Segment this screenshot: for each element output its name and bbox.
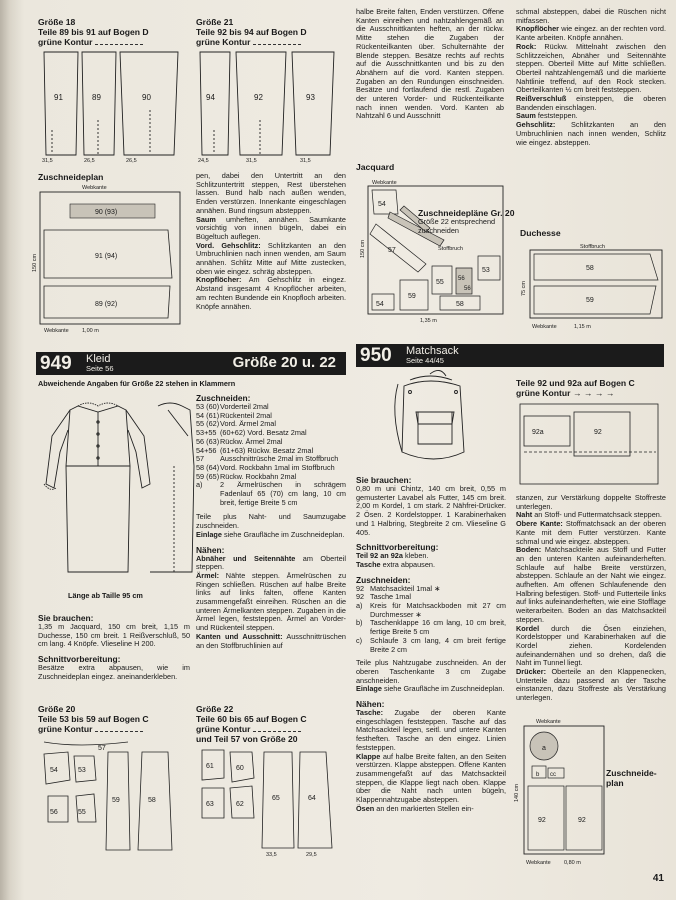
ms-zp-title: Zuschneide-plan (606, 768, 657, 788)
t92-pattern-pieces (516, 402, 666, 488)
col2-text (196, 172, 346, 311)
kleid-abweichend: Abweichende Angaben für Größe 22 stehen in Klammern (38, 379, 236, 388)
jacquard-piece-9: 56 (464, 286, 471, 292)
ms-zp-piece-a: a (542, 745, 546, 752)
duchesse-diagram (520, 240, 670, 332)
duchesse-stoffbruch: Stoffbruch (580, 244, 605, 250)
g21-piece-2: 92 (254, 93, 263, 102)
model-page-949: Seite 56 (86, 364, 114, 373)
jacquard-label: Jacquard (356, 162, 395, 172)
col4-saum-text: feststeppen. (535, 111, 578, 121)
t92-sheet: Teile 92 und 92a auf Bogen C (516, 378, 635, 388)
kleid-schnitt-text: Besätze extra abpausen, wie im Zuschneideplan eingez. aneinanderkleben. (38, 663, 190, 681)
g22-title: Größe 22 (196, 704, 234, 714)
col2-saum-heading: Saum (196, 214, 216, 224)
ms-schnitt-bold: Teil 92 an 92a (356, 551, 403, 561)
g18-piece-1: 91 (54, 93, 63, 102)
ms-boden-text: Matchsackteile aus Stoff und Futter an den unteren Kanten aufeinanderheften. Schlaufe auf halbe Breite verstürzen, absteppen. Schlaufe an der Naht wie eingez. aufheften. Am offenen Schlaufenende den Halbring befestigen. Stoff- und Futterteile links auf links aufeinanderheften, wie eine Stofflage weiterarbeiten. Boden an das Matchsackteil steppen. (516, 545, 666, 624)
ms-obere-text: Stoffmatchsack an der oberen Kante mit dem Futter verstürzen. Kante schmal und wie eingez. absteppen. (516, 519, 666, 546)
kleid-abnaeher-heading: Abnäher und Seitennähte (196, 553, 296, 563)
ms-oesen-heading: Ösen (356, 803, 375, 813)
ms-zuschneiden-heading: Zuschneiden: (356, 574, 411, 585)
g20-title: Größe 20 (38, 704, 76, 714)
col2-knopf-heading: Knopflöcher: (196, 275, 242, 285)
banner-950 (356, 344, 664, 367)
matchsack-left-text (356, 470, 506, 814)
cut-row: 57 Ausschnittrüsche 2mal im Stoffbruch (196, 454, 339, 464)
g22-dim-2: 29,5 (306, 852, 317, 858)
g22-sheet: Teile 60 bis 65 auf Bogen C (196, 714, 307, 724)
model-number-950: 950 (360, 345, 392, 366)
col4-para-1: schmal absteppen, dabei die Rüschen nicht mitfassen. (516, 7, 666, 25)
page-number: 41 (652, 873, 664, 884)
jacquard-piece-3: 55 (436, 279, 444, 286)
jacquard-length: 1,35 m (420, 318, 437, 324)
kleid-cut-list (196, 403, 346, 507)
g20-piece-54: 54 (50, 767, 58, 774)
col2-vord-heading: Vord. Gehschlitz: (196, 240, 261, 250)
ms-druecker-text: Oberteile an den Klappenecken, Unterteile dazu passend an der Tasche einstanzen, dazu Stoffreste als Verstärkung unterlegen. (516, 667, 666, 703)
g22-dim-1: 33,5 (266, 852, 277, 858)
t92-piece-92: 92 (594, 429, 602, 436)
ms-naehen-heading: Nähen: (356, 699, 385, 710)
ms-zp-piece-92-1: 92 (538, 817, 546, 824)
col4-text (516, 8, 666, 147)
g18-dim-2: 26,5 (84, 158, 95, 164)
jacquard-width: 150 cm (360, 239, 366, 258)
kleid-schnitt-heading: Schnittvorbereitung: (38, 654, 121, 665)
g20-piece-58: 58 (148, 797, 156, 804)
jacquard-piece-5: 53 (482, 267, 490, 274)
kleid-abnaeher-text: am Oberteil steppen. (196, 553, 346, 572)
jacquard-stoffbruch: Stoffbruch (438, 246, 463, 252)
g20-piece-55: 55 (78, 809, 86, 816)
kleid-kanten-text: Ausschnittrüschen an den Stoffbruchlinien auf (196, 631, 346, 650)
cut-row: b) Taschenklappe 16 cm lang, 10 cm breit, fertige Breite 5 cm (356, 618, 506, 637)
g21-sheet: Teile 92 bis 94 auf Bogen D (196, 27, 307, 37)
g22-piece-60: 60 (236, 765, 244, 772)
g22-extra: und Teil 57 von Größe 20 (196, 734, 298, 744)
g18-contour: grüne Kontur (38, 37, 93, 47)
ms-einlage-heading: Einlage (356, 684, 382, 694)
cut-row: 54 (61) Rückenteil 2mal (196, 410, 272, 420)
g22-piece-65: 65 (272, 795, 280, 802)
g21-heading (196, 17, 356, 47)
model-name-950: Matchsack (406, 345, 459, 357)
ms-einlage-text: siehe Graufläche im Zuschneideplan. (381, 684, 505, 694)
ms-zp-piece-cc: cc (550, 772, 556, 778)
ms-naht-heading: Naht (516, 510, 533, 520)
col3-para-kanten: halbe Breite falten, Enden verstürzen. Offene Kanten einreihen und nahtzahlengemäß an die Ausschnittkanten heften, an der rückw. Mitte stehen die Zugaben der Rückenteilkanten über. Schulternähte der Blende steppen. Besätze rechts auf rechts auf die Ausschnittkanten und bis zu den Abnähern auf die vord. Kanten steppen. Zugaben an den Rundungen einschneiden. Besätze und fortlaufend die restl. Zugaben der unteren Vorder- und Rückenteilkante nach innen wenden. Vord. Kanten ab Nahtzahl 6 und Ausschnitt (356, 7, 504, 121)
g18-piece-3: 90 (142, 93, 151, 102)
kleid-einlage-heading: Einlage (196, 529, 222, 539)
g21-title: Größe 21 (196, 17, 234, 27)
col3-text (356, 8, 504, 121)
cut-row: 58 (64) Vord. Rockbahn 1mal im Stoffbruch (196, 462, 335, 472)
banner-949 (36, 352, 346, 375)
g20-pattern-pieces (38, 738, 188, 858)
g21-pattern-pieces (196, 50, 346, 164)
col2-knopf-text: Am Gehschlitz in eingez. Abstand insgesamt 4 Knopflöcher arbeiten, am rechten Bundende ein Knopfloch arbeiten. Knöpfe annähen. (196, 275, 346, 311)
jacquard-piece-4: 56 (458, 276, 465, 282)
cut-row: 56 (63) Rückw. Ärmel 2mal (196, 436, 283, 446)
g18-piece-2: 89 (92, 93, 101, 102)
col4-rock-heading: Rock: (516, 41, 537, 51)
g18-dim-1: 31,5 (42, 158, 53, 164)
g21-piece-1: 94 (206, 93, 215, 102)
g20-heading (38, 704, 198, 734)
g18-heading (38, 17, 198, 47)
ms-kordel-text: durch die Ösen einziehen, Kordelstopper und Karabinerhaken auf die Kordel ziehen. Kordelenden aufeinandernähen und so drehen, daß die Naht im Tunnel liegt. (516, 623, 666, 668)
jacquard-piece-1: 54 (378, 201, 386, 208)
ms-zp-piece-b: b (536, 772, 540, 778)
ms-tasche2-heading: Tasche: (356, 708, 384, 718)
kleid-zuschneiden (196, 388, 346, 650)
cut-row: c) Schlaufe 3 cm lang, 4 cm breit fertige Breite 2 cm (356, 635, 506, 654)
duchesse-label: Duchesse (520, 228, 561, 238)
ms-klappe-text: auf halbe Breite falten, an den Seiten verstürzen. Klappe absteppen. Offene Kanten zusammengefaßt auf das Matchsackteil steppen, die Klappe liegt nach oben. Klappe über die Naht nach unten bügeln, Klappennahtzugabe absteppen. (356, 751, 506, 805)
ms-tasche-heading: Tasche (356, 559, 381, 569)
g20-piece-53: 53 (78, 767, 86, 774)
ms-oesen-text: an den markierten Stellen ein- (374, 803, 474, 813)
zp-piece-2: 91 (94) (95, 253, 118, 260)
arrow-line-icon: → → → → (572, 388, 615, 398)
ms-schnitt-text: kleben. (402, 551, 429, 561)
g18-sheet: Teile 89 bis 91 auf Bogen D (38, 27, 149, 37)
zuschneideplan-diagram (30, 182, 190, 337)
ms-druecker-heading: Drücker: (516, 667, 547, 677)
duchesse-webkante: Webkante (532, 324, 557, 330)
duchesse-piece-2: 59 (586, 297, 594, 304)
t92-contour: grüne Kontur (516, 388, 571, 398)
ms-zp-piece-92-2: 92 (578, 817, 586, 824)
ms-r1: stanzen, zur Verstärkung doppelte Stoffreste unterlegen. (516, 493, 666, 511)
zp-webkante-bottom: Webkante (44, 328, 69, 334)
jacquard-piece-8: 54 (376, 301, 384, 308)
duchesse-piece-1: 58 (586, 265, 594, 272)
contour-line-icon (253, 727, 301, 732)
zp-webkante-top: Webkante (82, 185, 107, 191)
g21-dim-1: 24,5 (198, 158, 209, 164)
g21-dim-3: 31,5 (300, 158, 311, 164)
duchesse-length: 1,15 m (574, 324, 591, 330)
col4-geh-heading: Gehschlitz: (516, 120, 556, 130)
contour-line-icon (253, 40, 301, 45)
g20-sheet: Teile 53 bis 59 auf Bogen C (38, 714, 149, 724)
ms-naht-text: an Stoff- und Futtermatchsack steppen. (532, 510, 662, 520)
kleid-kanten-heading: Kanten und Ausschnitt: (196, 631, 283, 641)
col4-knopf-text: wie eingez. an der rechten vord. Kante arbeiten. Knöpfe annähen. (516, 24, 666, 43)
kleid-einlage-text: siehe Graufläche im Zuschneideplan. (221, 529, 345, 539)
kleid-illustration (40, 396, 190, 588)
model-page-950: Seite 44/45 (406, 356, 444, 365)
t92-piece-92a: 92a (532, 429, 544, 436)
matchsack-illustration (380, 372, 490, 472)
g21-dim-2: 31,5 (246, 158, 257, 164)
kleid-sie-brauchen-text: 1,35 m Jacquard, 150 cm breit, 1,15 m Duchesse, 150 cm breit. 1 Reißverschluß, 50 cm lang. 4 Knöpfe. Vlieseline H 200. (38, 622, 190, 649)
jacquard-piece-7: 59 (408, 293, 416, 300)
ms-cut-list (356, 585, 506, 655)
kleid-zuschneiden-heading: Zuschneiden: (196, 393, 251, 403)
matchsack-right-text (516, 494, 666, 703)
jacquard-diagram (360, 176, 510, 326)
g22-piece-62: 62 (236, 801, 244, 808)
jacquard-webkante: Webkante (372, 180, 397, 186)
kleid-sie-brauchen-heading: Sie brauchen: (38, 613, 94, 623)
g21-contour: grüne Kontur (196, 37, 251, 47)
ms-klappe-heading: Klappe (356, 751, 381, 761)
g21-piece-3: 93 (306, 93, 315, 102)
g18-pattern-pieces (38, 50, 188, 164)
col4-saum-heading: Saum (516, 111, 536, 121)
kleid-naehen-heading: Nähen: (196, 544, 225, 555)
ms-zp-webkante2: Webkante (526, 860, 551, 866)
cut-row: 54+56 (61+63) Rückw. Besatz 2mal (196, 445, 314, 455)
zp-gr20-heading (418, 208, 518, 235)
zp-gr20-subtitle: Größe 22 entsprechend zuschneiden (418, 217, 496, 235)
col4-reiss-heading: Reißverschluß (516, 94, 567, 104)
g20-piece-57: 57 (98, 745, 106, 752)
ms-tasche2-text: Zugabe der oberen Kante eingeschlagen feststeppen. Tasche auf das Matchsackteil legen, seitl. und untere Kanten festheften. Tasche an den eingez. Linien feststeppen. (356, 708, 506, 752)
ms-boden-heading: Boden: (516, 545, 542, 555)
duchesse-width: 75 cm (521, 281, 527, 296)
t92-heading (516, 378, 666, 398)
jacquard-piece-2: 57 (388, 247, 396, 254)
cut-row: a) 2 Ärmelrüschen in schrägem Fadenlauf 65 (70) cm lang, 10 cm breit, fertige Breite 5 cm (196, 480, 346, 507)
g22-piece-61: 61 (206, 763, 214, 770)
cut-row: 92 Tasche 1mal (356, 592, 411, 602)
col4-geh-text: Schlitzkanten an den Umbruchlinien nach innen wenden, Schlitz wie eingez. absteppen. (516, 120, 666, 147)
zp-length: 1,00 m (82, 328, 99, 334)
cut-row: 53 (60) Vorderteil 2mal (196, 402, 269, 411)
zp-gr20-title: Zuschneidepläne Gr. 20 (418, 208, 515, 218)
model-size-949: Größe 20 u. 22 (232, 354, 336, 371)
ms-tasche-text: extra abpausen. (380, 559, 435, 569)
kleid-laenge: Länge ab Taille 95 cm (68, 591, 143, 600)
g22-pattern-pieces (196, 748, 346, 860)
g22-piece-64: 64 (308, 795, 316, 802)
cut-row: 55 (62) Vord. Ärmel 2mal (196, 419, 276, 429)
kleid-teile-plus: Teile plus Naht- und Saumzugabe zuschneiden. (196, 512, 346, 531)
g20-contour: grüne Kontur (38, 724, 93, 734)
ms-kordel-heading: Kordel (516, 623, 540, 633)
ms-sie-brauchen-heading: Sie brauchen: (356, 475, 412, 485)
col4-knopf-heading: Knopflöcher (516, 24, 559, 34)
zp-piece-3: 89 (92) (95, 301, 118, 308)
ms-teile-plus: Teile plus Nahtzugabe zuschneiden. An der oberen Taschenkante 3 cm Zugabe anschneiden. (356, 658, 506, 685)
ms-sie-brauchen-text: 0,80 m uni Chintz, 140 cm breit, 0,55 m gemusterter Lavabel als Futter, 145 cm breit. 2,00 m Kordel, 1 cm stark. 2 Nähfrei-Drücker. 2 Ösen. 2 Kordelstopper. 1 Karabinerhaken und 1 Halbring, Stegbreite 2 cm. Vlieseline G 405. (356, 484, 506, 537)
g20-piece-56: 56 (50, 809, 58, 816)
zuschneideplan-heading: Zuschneideplan (38, 172, 104, 182)
ms-obere-heading: Obere Kante: (516, 519, 563, 529)
cut-row: 92 Matchsackteil 1mal ∗ (356, 583, 441, 593)
col2-saum-text: umheften, annähen. Saumkante vorsichtig von innen bügeln, dabei ein Bügeltuch auflegen. (196, 214, 346, 241)
ms-zuschneideplan-diagram (510, 716, 610, 872)
contour-line-icon (95, 40, 143, 45)
jacquard-piece-6: 58 (456, 301, 464, 308)
g18-dim-3: 26,5 (126, 158, 137, 164)
g18-title: Größe 18 (38, 17, 76, 27)
col2-vord-text: Schlitzkanten an den Umbruchlinien nach innen wenden, am Saum annähen. Schlitz Mitte auf Mitte zustecken, oben wie eingez. schräg absteppen. (196, 240, 346, 276)
ms-schnitt-heading: Schnittvorbereitung: (356, 542, 439, 553)
col4-reiss-text: einsteppen, die oberen Bandenden einschlagen. (516, 94, 666, 112)
g22-contour: grüne Kontur (196, 724, 251, 734)
g20-piece-59: 59 (112, 797, 120, 804)
cut-row: 59 (65) Rückw. Rockbahn 2mal (196, 471, 297, 481)
g22-heading (196, 704, 356, 744)
cut-row: 53+55 (60+62) Vord. Besatz 2mal (196, 428, 307, 438)
kleid-left-text (38, 608, 190, 682)
contour-line-icon (95, 727, 143, 732)
model-number-949: 949 (40, 353, 72, 374)
zp-width: 150 cm (32, 253, 38, 272)
ms-zp-length: 0,80 m (564, 860, 581, 866)
zp-piece-1: 90 (93) (95, 209, 118, 216)
ms-zp-webkante: Webkante (536, 719, 561, 725)
col2-para-bund: pen, dabei den Untertritt an den Schlitzuntertritt steppen, Rest überstehen lassen. Bund halb nach außen wenden, Enden verstürzen. Innenkante eingeschlagen annähen. Bund ringsum absteppen. (196, 171, 346, 215)
col4-rock-text: Rückw. Mittelnaht zwischen den Schlitzzeichen, Abnäher und Seitennähte steppen. Oberteil Mitte auf Mitte schließen. Oberteil nahtzahlengemäß und die markierte Nahtlinie treffend, auf den Rock stecken. Oberteilkanten ½ cm breit feststeppen. (516, 41, 666, 95)
cut-row: a) Kreis für Matchsackboden mit 27 cm Durchmesser ∗ (356, 601, 506, 619)
model-name-949: Kleid (86, 353, 111, 365)
kleid-aermel-heading: Ärmel: (196, 570, 220, 580)
ms-zp-width: 140 cm (514, 783, 520, 802)
kleid-aermel-text: Nähte steppen. Ärmelrüschen zu Ringen schließen. Rüschen auf halbe Breite links auf links falten, offene Kanten zusammengefaßt einreihen. Rüschen an die unteren Ärmelkanten steppen. Zugaben in die Ärmel legen, feststeppen. Ärmel an Vorder- und Rückenteil steppen. (196, 570, 346, 633)
g22-piece-63: 63 (206, 801, 214, 808)
